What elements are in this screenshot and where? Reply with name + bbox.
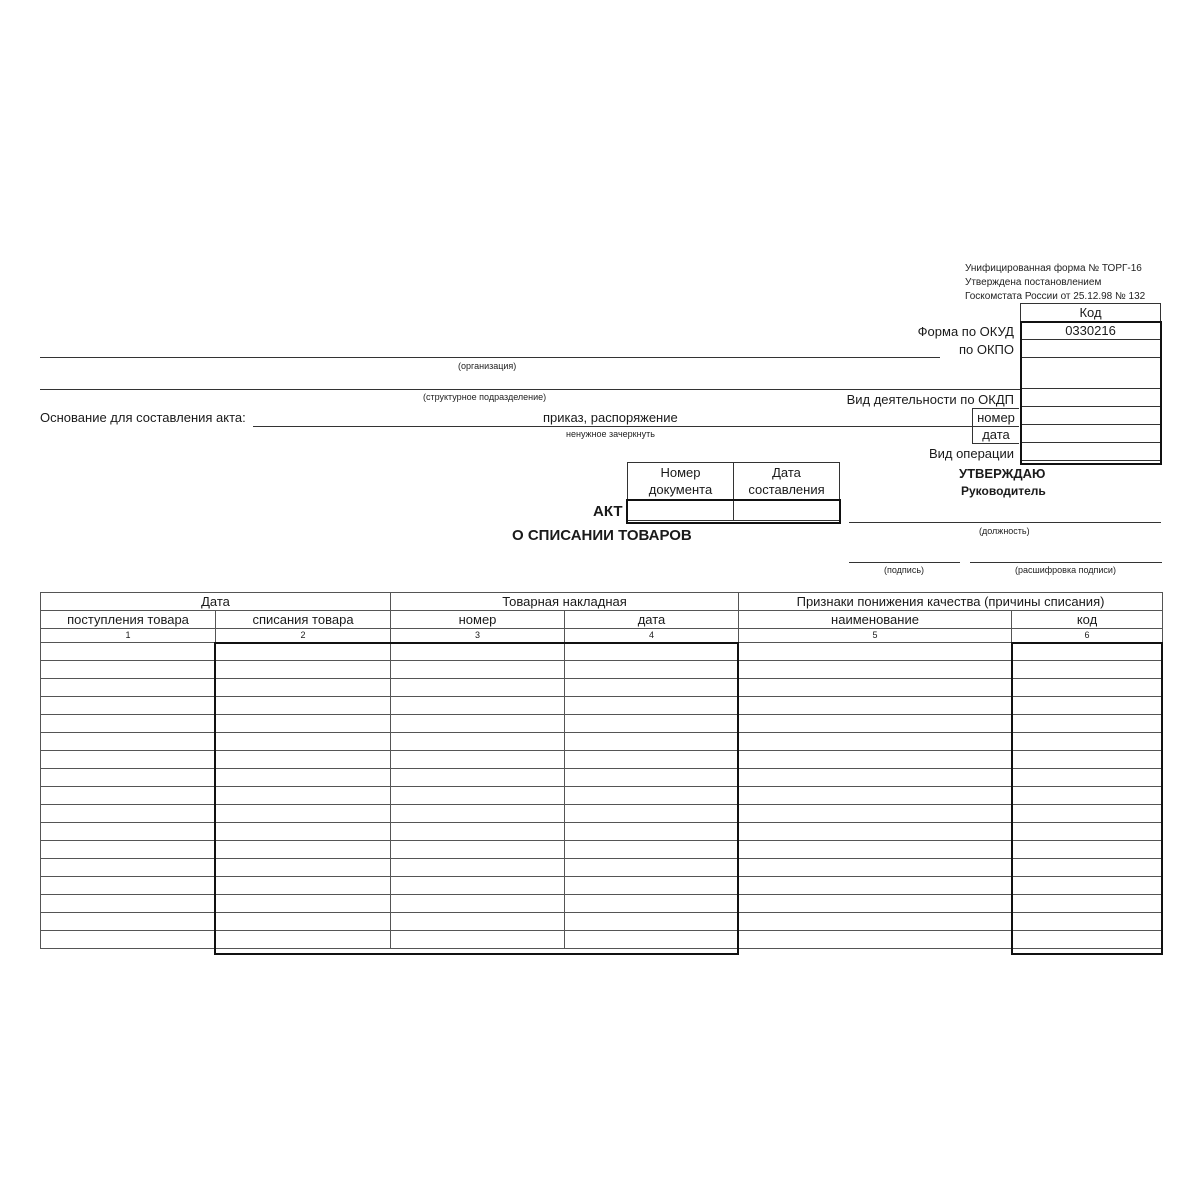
table-cell[interactable] (41, 679, 216, 697)
table-cell[interactable] (41, 751, 216, 769)
table-cell[interactable] (565, 643, 739, 661)
table-cell[interactable] (391, 733, 565, 751)
table-cell[interactable] (739, 715, 1012, 733)
okud-value[interactable]: 0330216 (1021, 322, 1161, 340)
table-cell[interactable] (41, 661, 216, 679)
table-cell[interactable] (565, 877, 739, 895)
col-name-header: наименование (739, 611, 1012, 629)
table-cell[interactable] (1012, 841, 1163, 859)
table-cell[interactable] (1012, 769, 1163, 787)
table-cell[interactable] (41, 643, 216, 661)
table-cell[interactable] (565, 697, 739, 715)
table-cell[interactable] (216, 661, 391, 679)
group-quality-header: Признаки понижения качества (причины списания) (739, 593, 1163, 611)
table-cell[interactable] (565, 715, 739, 733)
doc-date-header: Дата составления (734, 463, 840, 500)
okpo-label: по ОКПО (958, 342, 1014, 357)
table-cell[interactable] (739, 733, 1012, 751)
table-cell[interactable] (1012, 859, 1163, 877)
signature-caption: (подпись) (884, 565, 925, 575)
table-cell[interactable] (41, 877, 216, 895)
group-invoice-header: Товарная накладная (391, 593, 739, 611)
table-cell[interactable] (41, 733, 216, 751)
table-cell[interactable] (1012, 679, 1163, 697)
table-cell[interactable] (41, 859, 216, 877)
table-cell[interactable] (216, 805, 391, 823)
table-cell[interactable] (216, 769, 391, 787)
table-cell[interactable] (1012, 787, 1163, 805)
table-row (41, 769, 1163, 787)
table-row (41, 859, 1163, 877)
form-title-line2: Утверждена постановлением (965, 277, 1102, 288)
col-num-2: 2 (216, 629, 391, 643)
table-cell[interactable] (391, 661, 565, 679)
table-cell[interactable] (391, 913, 565, 931)
table-cell[interactable] (216, 877, 391, 895)
table-row (41, 805, 1163, 823)
table-cell[interactable] (391, 823, 565, 841)
table-cell[interactable] (565, 823, 739, 841)
table-cell[interactable] (739, 679, 1012, 697)
table-cell[interactable] (1012, 643, 1163, 661)
table-row (41, 715, 1163, 733)
subdivision-caption: (структурное подразделение) (423, 392, 547, 402)
table-row (41, 913, 1163, 931)
table-cell[interactable] (41, 823, 216, 841)
table-cell[interactable] (739, 751, 1012, 769)
table-cell[interactable] (391, 751, 565, 769)
table-cell[interactable] (41, 841, 216, 859)
approval-heading: УТВЕРЖДАЮ (959, 466, 1046, 481)
table-cell[interactable] (216, 751, 391, 769)
table-cell[interactable] (216, 913, 391, 931)
table-cell[interactable] (739, 859, 1012, 877)
table-cell[interactable] (216, 697, 391, 715)
act-subtitle: О СПИСАНИИ ТОВАРОВ (512, 527, 692, 544)
position-line[interactable] (849, 522, 1161, 523)
table-row (41, 751, 1163, 769)
table-cell[interactable] (1012, 823, 1163, 841)
table-cell[interactable] (565, 841, 739, 859)
table-cell[interactable] (391, 895, 565, 913)
table-cell[interactable] (216, 859, 391, 877)
act-title: АКТ (593, 503, 623, 520)
table-cell[interactable] (41, 697, 216, 715)
col-receipt-header: поступления товара (41, 611, 216, 629)
okdp-label: Вид деятельности по ОКДП (846, 392, 1014, 407)
basis-label: Основание для составления акта: (40, 410, 246, 425)
table-cell[interactable] (565, 931, 739, 949)
table-body (41, 643, 1163, 949)
basis-value[interactable]: приказ, распоряжение (543, 410, 678, 425)
table-cell[interactable] (41, 715, 216, 733)
table-cell[interactable] (739, 877, 1012, 895)
table-row (41, 661, 1163, 679)
table-row (41, 841, 1163, 859)
table-cell[interactable] (739, 661, 1012, 679)
kod-header: Код (1021, 304, 1161, 322)
position-caption: (должность) (979, 526, 1030, 536)
code-box-border (1020, 321, 1162, 465)
subdivision-line[interactable] (40, 389, 1020, 390)
table-cell[interactable] (41, 787, 216, 805)
col-code-header: код (1012, 611, 1163, 629)
table-cell[interactable] (1012, 661, 1163, 679)
writeoff-table (40, 592, 1163, 949)
col-num-6: 6 (1012, 629, 1163, 643)
table-cell[interactable] (1012, 931, 1163, 949)
table-cell[interactable] (1012, 697, 1163, 715)
basis-line (253, 426, 973, 427)
table-cell[interactable] (565, 679, 739, 697)
signature-decode-caption: (расшифровка подписи) (1015, 565, 1116, 575)
table-cell[interactable] (41, 805, 216, 823)
table-cell[interactable] (216, 679, 391, 697)
table-cell[interactable] (565, 859, 739, 877)
table-cell[interactable] (391, 787, 565, 805)
col-num-1: 1 (41, 629, 216, 643)
approval-manager: Руководитель (961, 484, 1046, 498)
signature-decode-line[interactable] (970, 562, 1162, 563)
table-cell[interactable] (391, 805, 565, 823)
table-cell[interactable] (1012, 733, 1163, 751)
table-cell[interactable] (739, 913, 1012, 931)
table-row (41, 697, 1163, 715)
nomer-label: номер (972, 408, 1019, 427)
table-row (41, 733, 1163, 751)
table-cell[interactable] (391, 715, 565, 733)
table-cell[interactable] (565, 787, 739, 805)
doc-number-header: Номер документа (628, 463, 734, 500)
table-cell[interactable] (565, 733, 739, 751)
basis-caption: ненужное зачеркнуть (566, 429, 655, 439)
table-cell[interactable] (739, 931, 1012, 949)
table-cell[interactable] (216, 733, 391, 751)
okud-label: Форма по ОКУД (917, 324, 1014, 339)
table-cell[interactable] (391, 697, 565, 715)
table-cell[interactable] (1012, 913, 1163, 931)
table-cell[interactable] (739, 823, 1012, 841)
table-cell[interactable] (1012, 895, 1163, 913)
table-cell[interactable] (565, 769, 739, 787)
table-cell[interactable] (739, 643, 1012, 661)
table-row (41, 895, 1163, 913)
table-cell[interactable] (1012, 751, 1163, 769)
table-cell[interactable] (565, 661, 739, 679)
table-cell[interactable] (216, 787, 391, 805)
table-cell[interactable] (391, 643, 565, 661)
operation-label: Вид операции (928, 446, 1014, 461)
table-cell[interactable] (216, 643, 391, 661)
table-row (41, 787, 1163, 805)
table-cell[interactable] (41, 769, 216, 787)
table-cell[interactable] (739, 805, 1012, 823)
organization-line[interactable] (40, 357, 940, 358)
table-cell[interactable] (216, 895, 391, 913)
table-cell[interactable] (1012, 715, 1163, 733)
table-cell[interactable] (1012, 805, 1163, 823)
col-num-5: 5 (739, 629, 1012, 643)
table-cell[interactable] (41, 913, 216, 931)
table-cell[interactable] (391, 859, 565, 877)
signature-line[interactable] (849, 562, 960, 563)
table-cell[interactable] (391, 679, 565, 697)
table-cell[interactable] (391, 931, 565, 949)
table-cell[interactable] (391, 841, 565, 859)
table-cell[interactable] (41, 931, 216, 949)
table-cell[interactable] (565, 805, 739, 823)
table-cell[interactable] (216, 823, 391, 841)
table-cell[interactable] (391, 769, 565, 787)
table-row (41, 877, 1163, 895)
table-cell[interactable] (41, 895, 216, 913)
table-row (41, 679, 1163, 697)
col-num-3: 3 (391, 629, 565, 643)
col-num-4: 4 (565, 629, 739, 643)
table-row (41, 823, 1163, 841)
doc-table-border (626, 499, 841, 524)
table-cell[interactable] (739, 841, 1012, 859)
table-cell[interactable] (565, 751, 739, 769)
form-title-line3: Госкомстата России от 25.12.98 № 132 (965, 291, 1146, 302)
table-cell[interactable] (739, 769, 1012, 787)
table-cell[interactable] (1012, 877, 1163, 895)
table-cell[interactable] (216, 841, 391, 859)
col-date-header: дата (565, 611, 739, 629)
data-label: дата (972, 426, 1019, 444)
table-row (41, 931, 1163, 949)
group-date-header: Дата (41, 593, 391, 611)
table-cell[interactable] (216, 715, 391, 733)
table-cell[interactable] (739, 787, 1012, 805)
table-cell[interactable] (565, 913, 739, 931)
form-title-line1: Унифицированная форма № ТОРГ-16 (965, 263, 1142, 274)
table-row (41, 643, 1163, 661)
col-number-header: номер (391, 611, 565, 629)
organization-caption: (организация) (458, 361, 517, 371)
table-cell[interactable] (216, 931, 391, 949)
table-cell[interactable] (739, 895, 1012, 913)
table-cell[interactable] (739, 697, 1012, 715)
table-cell[interactable] (391, 877, 565, 895)
col-writeoff-header: списания товара (216, 611, 391, 629)
table-cell[interactable] (565, 895, 739, 913)
